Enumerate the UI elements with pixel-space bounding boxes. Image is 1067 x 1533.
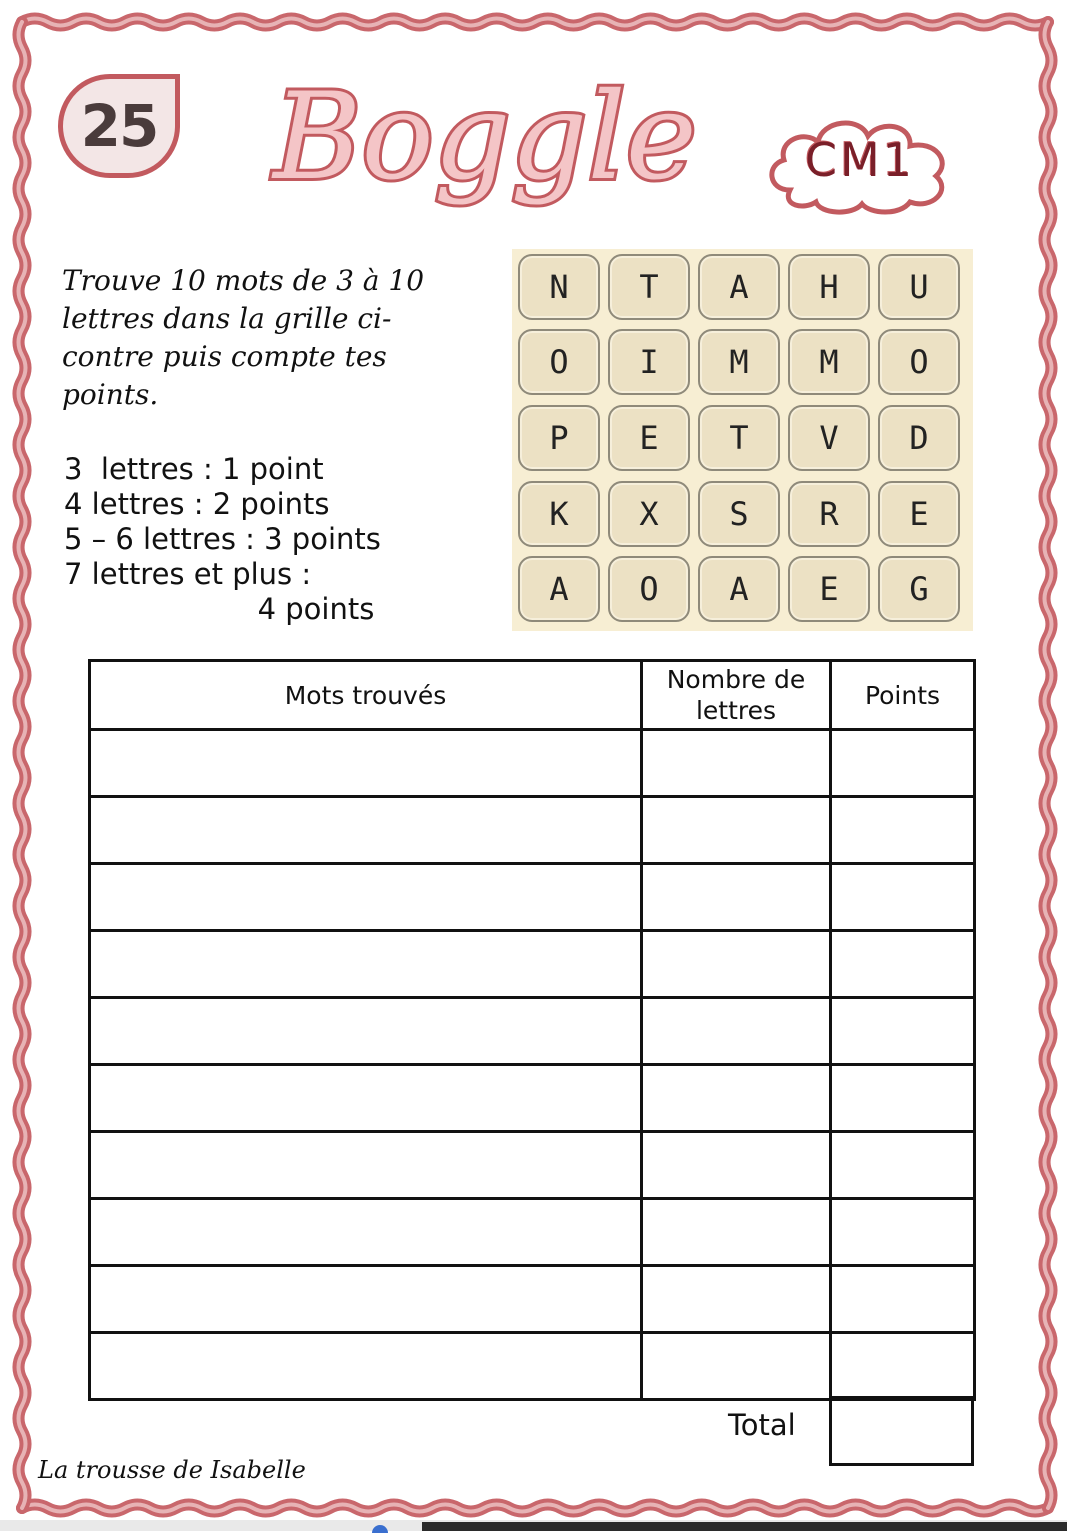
letter-count-cell[interactable] [642,864,831,931]
grid-letter-tile: O [878,329,960,395]
viewer-taskbar [422,1522,1067,1531]
table-row [90,864,975,931]
grid-letter-tile: G [878,556,960,622]
grid-letter-tile: N [518,254,600,320]
grid-letter-tile: S [698,481,780,547]
grid-letter-tile: E [878,481,960,547]
points-cell[interactable] [831,1333,975,1400]
table-row [90,1132,975,1199]
letter-count-cell[interactable] [642,797,831,864]
grid-letter-tile: P [518,405,600,471]
scoring-rule: 4 points [64,592,375,626]
grid-letter-tile: O [608,556,690,622]
points-cell[interactable] [831,1266,975,1333]
grid-letter-tile: D [878,405,960,471]
header-words-found: Mots trouvés [90,661,642,730]
points-cell[interactable] [831,998,975,1065]
points-cell[interactable] [831,1065,975,1132]
grid-letter-tile: T [698,405,780,471]
grid-letter-tile: A [518,556,600,622]
scoring-rules [64,452,464,627]
level-label: CM1 [804,133,916,187]
word-cell[interactable] [90,1333,642,1400]
grid-letter-tile: X [608,481,690,547]
word-cell[interactable] [90,730,642,797]
grid-letter-tile: E [788,556,870,622]
total-field[interactable] [829,1396,974,1466]
total-label: Total [728,1408,796,1442]
page-title-outline: Boggle [273,68,697,207]
scoring-rule: 4 lettres : 2 points [64,487,330,521]
instructions-text: Trouve 10 mots de 3 à 10 lettres dans la grille ci-contre puis compte tes points. [62,264,425,411]
letter-count-cell[interactable] [642,1199,831,1266]
grid-letter-tile: A [698,556,780,622]
boggle-grid [512,249,973,631]
table-row [90,998,975,1065]
grid-letter-tile: T [608,254,690,320]
points-cell[interactable] [831,730,975,797]
grid-letter-tile: M [698,329,780,395]
letter-count-cell[interactable] [642,1333,831,1400]
grid-letter-tile: U [878,254,960,320]
grid-letter-tile: A [698,254,780,320]
word-cell[interactable] [90,797,642,864]
letter-count-cell[interactable] [642,1266,831,1333]
scoring-rule: 5 – 6 lettres : 3 points [64,522,381,556]
table-row [90,1199,975,1266]
grid-letter-tile: K [518,481,600,547]
table-row [90,1266,975,1333]
grid-letter-tile: E [608,405,690,471]
sheet-number-badge [58,74,180,178]
letter-count-cell[interactable] [642,1065,831,1132]
points-cell[interactable] [831,864,975,931]
points-cell[interactable] [831,1132,975,1199]
letter-count-cell[interactable] [642,730,831,797]
table-row [90,931,975,998]
points-cell[interactable] [831,931,975,998]
word-cell[interactable] [90,1199,642,1266]
table-header-row [90,661,975,730]
points-cell[interactable] [831,1199,975,1266]
table-row [90,1065,975,1132]
grid-letter-tile: R [788,481,870,547]
table-row [90,1333,975,1400]
grid-letter-tile: I [608,329,690,395]
word-cell[interactable] [90,931,642,998]
header-points: Points [831,661,975,730]
grid-letter-tile: V [788,405,870,471]
table-row [90,797,975,864]
word-cell[interactable] [90,998,642,1065]
table-row [90,730,975,797]
letter-count-cell[interactable] [642,998,831,1065]
grid-letter-tile: O [518,329,600,395]
letter-count-cell[interactable] [642,1132,831,1199]
page-title [250,50,720,220]
sheet-number: 25 [80,92,158,160]
word-cell[interactable] [90,1065,642,1132]
footer-credit: La trousse de Isabelle [38,1456,306,1484]
score-table [88,659,976,1401]
word-cell[interactable] [90,1132,642,1199]
grid-letter-tile: H [788,254,870,320]
points-cell[interactable] [831,797,975,864]
word-cell[interactable] [90,864,642,931]
scoring-rule: 7 lettres et plus : [64,557,312,591]
letter-count-cell[interactable] [642,931,831,998]
grid-letter-tile: M [788,329,870,395]
scoring-rule: 3 lettres : 1 point [64,452,324,486]
header-letter-count: Nombre de lettres [642,661,831,730]
word-cell[interactable] [90,1266,642,1333]
